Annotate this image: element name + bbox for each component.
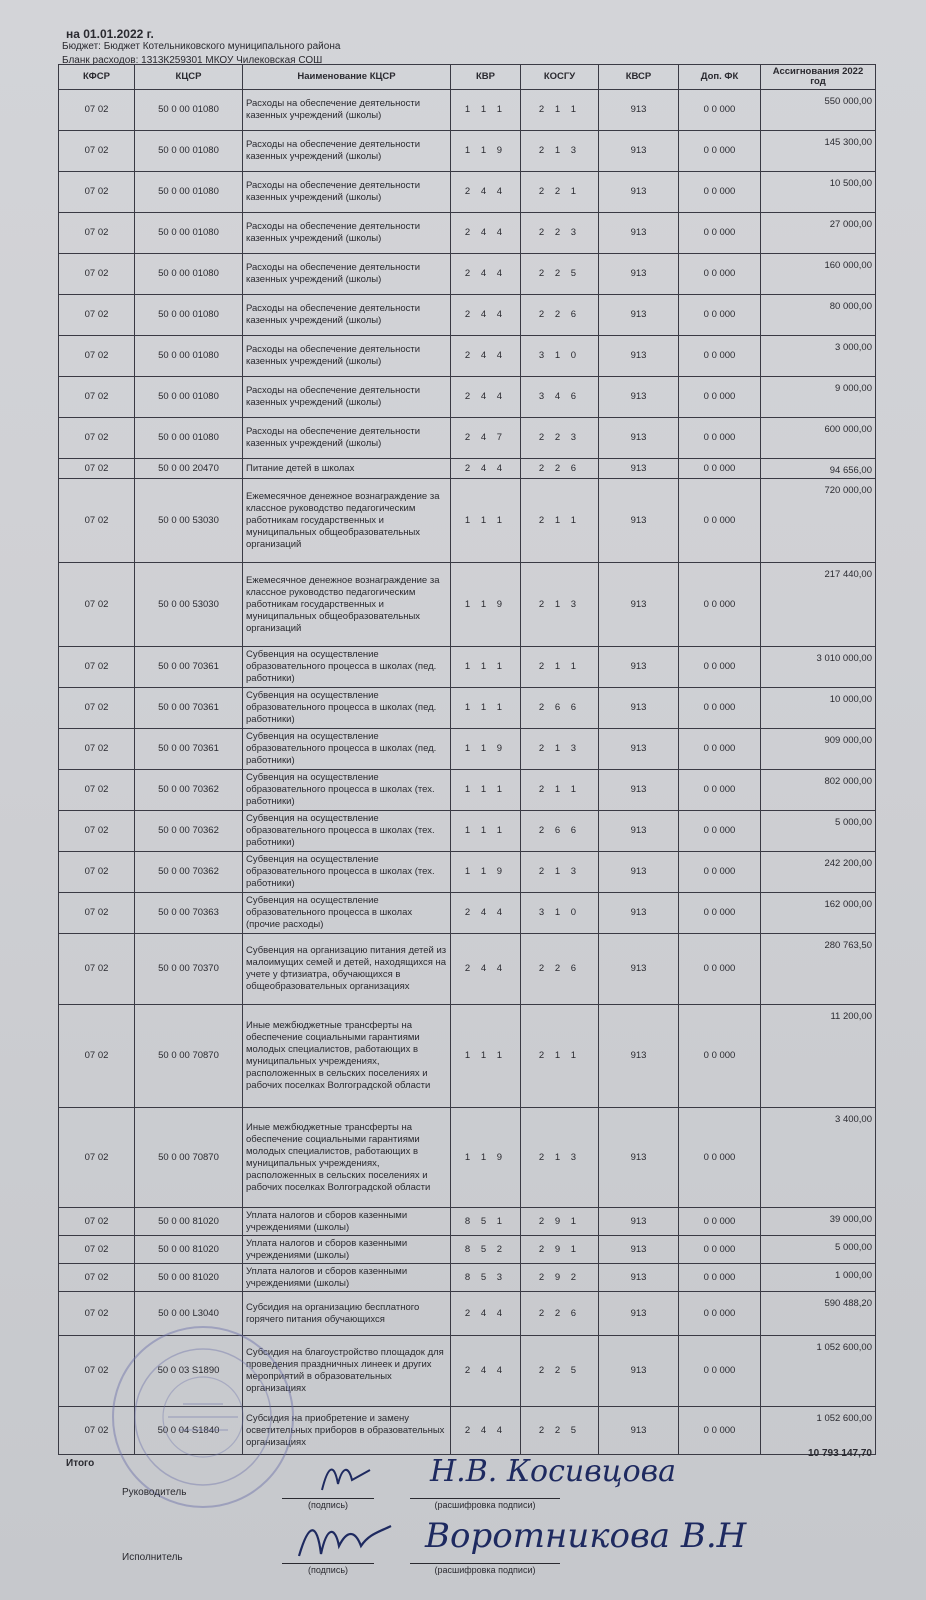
- kvsr-cell: 913: [599, 1108, 679, 1208]
- kcsr-cell: 50 0 00 01080: [135, 131, 243, 172]
- kcsr-name-cell: Расходы на обеспечение деятельности казенных учреждений (школы): [243, 295, 451, 336]
- table-row: [59, 479, 876, 563]
- kcsr-cell: 50 0 00 70362: [135, 770, 243, 811]
- kvsr-cell: 913: [599, 563, 679, 647]
- kosgu-cell: 2 2 5: [521, 1407, 599, 1455]
- kvr-cell: 2 4 4: [451, 254, 521, 295]
- official-seal: [108, 1322, 298, 1512]
- kvsr-cell: 913: [599, 131, 679, 172]
- amount-cell: 909 000,00: [761, 729, 876, 770]
- kcsr-name-cell: Субвенция на осуществление образовательного процесса в школах (тех. работники): [243, 852, 451, 893]
- amount-cell: 10 000,00: [761, 688, 876, 729]
- table-row: [59, 254, 876, 295]
- kvr-cell: 2 4 4: [451, 213, 521, 254]
- kosgu-cell: 2 1 3: [521, 852, 599, 893]
- kosgu-cell: 2 2 3: [521, 418, 599, 459]
- dop-fk-cell: 0 0 000: [679, 1005, 761, 1108]
- kcsr-cell: 50 0 03 S1890: [135, 1336, 243, 1407]
- kosgu-cell: 3 4 6: [521, 377, 599, 418]
- kcsr-cell: 50 0 00 81020: [135, 1236, 243, 1264]
- col-header-amount: Ассигнования 2022 год: [761, 65, 876, 90]
- kcsr-name-cell: Субсидия на благоустройство площадок для проведения праздничных линеек и других мероприятий в образовательных организациях: [243, 1336, 451, 1407]
- dop-fk-cell: 0 0 000: [679, 1336, 761, 1407]
- kosgu-cell: 3 1 0: [521, 893, 599, 934]
- table-row: [59, 172, 876, 213]
- kvsr-cell: 913: [599, 1208, 679, 1236]
- kcsr-cell: 50 0 00 70361: [135, 647, 243, 688]
- dop-fk-cell: 0 0 000: [679, 213, 761, 254]
- amount-cell: 1 052 600,00: [761, 1336, 876, 1407]
- kcsr-name-cell: Субвенция на осуществление образовательного процесса в школах (пед. работники): [243, 729, 451, 770]
- amount-cell: 3 400,00: [761, 1108, 876, 1208]
- table-header-row: [59, 65, 876, 90]
- kvsr-cell: 913: [599, 377, 679, 418]
- kfsr-cell: 07 02: [59, 934, 135, 1005]
- kvr-cell: 8 5 2: [451, 1236, 521, 1264]
- kcsr-cell: 50 0 00 53030: [135, 479, 243, 563]
- kfsr-cell: 07 02: [59, 770, 135, 811]
- table-row: [59, 770, 876, 811]
- kcsr-cell: 50 0 00 01080: [135, 377, 243, 418]
- dop-fk-cell: 0 0 000: [679, 770, 761, 811]
- kosgu-cell: 2 1 1: [521, 90, 599, 131]
- kosgu-cell: 2 1 3: [521, 1108, 599, 1208]
- amount-cell: 94 656,00: [761, 459, 876, 479]
- kosgu-cell: 2 9 2: [521, 1264, 599, 1292]
- dop-fk-cell: 0 0 000: [679, 1236, 761, 1264]
- amount-cell: 590 488,20: [761, 1292, 876, 1336]
- kcsr-cell: 50 0 00 70870: [135, 1108, 243, 1208]
- table-row: [59, 1208, 876, 1236]
- table-row: [59, 295, 876, 336]
- kvr-cell: 1 1 1: [451, 647, 521, 688]
- col-header-kvsr: КВСР: [599, 65, 679, 90]
- kvr-cell: 2 4 4: [451, 336, 521, 377]
- dop-fk-cell: 0 0 000: [679, 336, 761, 377]
- kcsr-name-cell: Уплата налогов и сборов казенными учреждениями (школы): [243, 1208, 451, 1236]
- executor-decode-caption: (расшифровка подписи): [434, 1565, 536, 1575]
- dop-fk-cell: 0 0 000: [679, 934, 761, 1005]
- col-header-dop-fk: Доп. ФК: [679, 65, 761, 90]
- kcsr-name-cell: Иные межбюджетные трансферты на обеспечение социальными гарантиями молодых специалистов, работающих в муниципальных учреждениях, расположенных в сельских поселениях и рабочих поселках Волгоградской области: [243, 1005, 451, 1108]
- kvsr-cell: 913: [599, 893, 679, 934]
- kcsr-cell: 50 0 00 L3040: [135, 1292, 243, 1336]
- kosgu-cell: 3 1 0: [521, 336, 599, 377]
- amount-cell: 217 440,00: [761, 563, 876, 647]
- col-header-kosgu: КОСГУ: [521, 65, 599, 90]
- kfsr-cell: 07 02: [59, 459, 135, 479]
- amount-cell: 11 200,00: [761, 1005, 876, 1108]
- head-sign-caption: (подпись): [307, 1500, 349, 1510]
- head-handwritten-name: Н.В. Косивцова: [430, 1454, 677, 1489]
- kfsr-cell: 07 02: [59, 1108, 135, 1208]
- kcsr-cell: 50 0 00 01080: [135, 90, 243, 131]
- kvsr-cell: 913: [599, 254, 679, 295]
- kfsr-cell: 07 02: [59, 1005, 135, 1108]
- kvsr-cell: 913: [599, 336, 679, 377]
- budget-line: Бюджет: Бюджет Котельниковского муниципального района: [62, 41, 341, 52]
- kcsr-cell: 50 0 00 53030: [135, 563, 243, 647]
- kvr-cell: 8 5 3: [451, 1264, 521, 1292]
- kcsr-name-cell: Субвенция на осуществление образовательного процесса в школах (пед. работники): [243, 688, 451, 729]
- kvr-cell: 1 1 9: [451, 563, 521, 647]
- kfsr-cell: 07 02: [59, 1208, 135, 1236]
- total-label: Итого: [66, 1458, 95, 1469]
- kcsr-name-cell: Иные межбюджетные трансферты на обеспечение социальными гарантиями молодых специалистов, работающих в муниципальных учреждениях, расположенных в сельских поселениях и рабочих поселках Волгоградской области: [243, 1108, 451, 1208]
- kvr-cell: 1 1 1: [451, 479, 521, 563]
- dop-fk-cell: 0 0 000: [679, 1407, 761, 1455]
- kfsr-cell: 07 02: [59, 418, 135, 459]
- kvr-cell: 1 1 1: [451, 1005, 521, 1108]
- kvr-cell: 1 1 1: [451, 770, 521, 811]
- kfsr-cell: 07 02: [59, 336, 135, 377]
- dop-fk-cell: 0 0 000: [679, 172, 761, 213]
- executor-handwritten-name: Воротникова В.Н: [425, 1516, 747, 1556]
- table-row: [59, 90, 876, 131]
- kfsr-cell: 07 02: [59, 1407, 135, 1455]
- col-header-kvr: КВР: [451, 65, 521, 90]
- table-row: [59, 336, 876, 377]
- dop-fk-cell: 0 0 000: [679, 131, 761, 172]
- table-row: [59, 647, 876, 688]
- table-row: [59, 811, 876, 852]
- kcsr-cell: 50 0 00 01080: [135, 172, 243, 213]
- kvr-cell: 1 1 1: [451, 688, 521, 729]
- head-decode-caption: (расшифровка подписи): [434, 1500, 536, 1510]
- head-signature: [318, 1456, 378, 1496]
- kcsr-name-cell: Питание детей в школах: [243, 459, 451, 479]
- kvsr-cell: 913: [599, 852, 679, 893]
- kvsr-cell: 913: [599, 934, 679, 1005]
- table-row: [59, 688, 876, 729]
- amount-cell: 1 000,00: [761, 1264, 876, 1292]
- table-row: [59, 377, 876, 418]
- kcsr-name-cell: Расходы на обеспечение деятельности казенных учреждений (школы): [243, 172, 451, 213]
- table-row: [59, 1264, 876, 1292]
- kcsr-cell: 50 0 04 S1840: [135, 1407, 243, 1455]
- kosgu-cell: 2 9 1: [521, 1208, 599, 1236]
- dop-fk-cell: 0 0 000: [679, 418, 761, 459]
- amount-cell: 242 200,00: [761, 852, 876, 893]
- kcsr-name-cell: Ежемесячное денежное вознаграждение за классное руководство педагогическим работникам государственных и муниципальных общеобразовательных организаций: [243, 563, 451, 647]
- amount-cell: 160 000,00: [761, 254, 876, 295]
- dop-fk-cell: 0 0 000: [679, 563, 761, 647]
- kfsr-cell: 07 02: [59, 131, 135, 172]
- kosgu-cell: 2 1 1: [521, 479, 599, 563]
- kvr-cell: 2 4 4: [451, 1336, 521, 1407]
- kvsr-cell: 913: [599, 172, 679, 213]
- kvsr-cell: 913: [599, 418, 679, 459]
- kvr-cell: 1 1 9: [451, 1108, 521, 1208]
- kosgu-cell: 2 1 3: [521, 729, 599, 770]
- kvr-cell: 1 1 9: [451, 852, 521, 893]
- kosgu-cell: 2 1 1: [521, 1005, 599, 1108]
- kcsr-cell: 50 0 00 70370: [135, 934, 243, 1005]
- kvsr-cell: 913: [599, 295, 679, 336]
- kvsr-cell: 913: [599, 1336, 679, 1407]
- kcsr-name-cell: Ежемесячное денежное вознаграждение за классное руководство педагогическим работникам государственных и муниципальных общеобразовательных организаций: [243, 479, 451, 563]
- amount-cell: 1 052 600,00: [761, 1407, 876, 1455]
- kosgu-cell: 2 6 6: [521, 688, 599, 729]
- kcsr-cell: 50 0 00 70362: [135, 852, 243, 893]
- kvsr-cell: 913: [599, 811, 679, 852]
- kosgu-cell: 2 2 6: [521, 459, 599, 479]
- kvsr-cell: 913: [599, 479, 679, 563]
- kosgu-cell: 2 9 1: [521, 1236, 599, 1264]
- dop-fk-cell: 0 0 000: [679, 295, 761, 336]
- table-row: [59, 1108, 876, 1208]
- kcsr-name-cell: Расходы на обеспечение деятельности казенных учреждений (школы): [243, 131, 451, 172]
- kcsr-name-cell: Субвенция на осуществление образовательного процесса в школах (пед. работники): [243, 647, 451, 688]
- table-row: [59, 893, 876, 934]
- amount-cell: 280 763,50: [761, 934, 876, 1005]
- kfsr-cell: 07 02: [59, 1292, 135, 1336]
- table-row: [59, 131, 876, 172]
- col-header-kfsr: КФСР: [59, 65, 135, 90]
- table-row: [59, 459, 876, 479]
- kosgu-cell: 2 1 1: [521, 770, 599, 811]
- kcsr-name-cell: Расходы на обеспечение деятельности казенных учреждений (школы): [243, 90, 451, 131]
- kvr-cell: 2 4 4: [451, 377, 521, 418]
- table-row: [59, 418, 876, 459]
- amount-cell: 27 000,00: [761, 213, 876, 254]
- amount-cell: 720 000,00: [761, 479, 876, 563]
- kfsr-cell: 07 02: [59, 1264, 135, 1292]
- kcsr-name-cell: Расходы на обеспечение деятельности казенных учреждений (школы): [243, 418, 451, 459]
- amount-cell: 39 000,00: [761, 1208, 876, 1236]
- kvr-cell: 1 1 1: [451, 90, 521, 131]
- kvsr-cell: 913: [599, 647, 679, 688]
- dop-fk-cell: 0 0 000: [679, 1208, 761, 1236]
- kcsr-cell: 50 0 00 70362: [135, 811, 243, 852]
- kvr-cell: 1 1 1: [451, 811, 521, 852]
- expense-blank-line: Бланк расходов: 1313К259301 МКОУ Чилековская СОШ: [62, 55, 323, 66]
- kcsr-cell: 50 0 00 70870: [135, 1005, 243, 1108]
- kvsr-cell: 913: [599, 459, 679, 479]
- kvr-cell: 2 4 4: [451, 172, 521, 213]
- kcsr-name-cell: Субсидия на организацию бесплатного горячего питания обучающихся: [243, 1292, 451, 1336]
- kfsr-cell: 07 02: [59, 1336, 135, 1407]
- dop-fk-cell: 0 0 000: [679, 852, 761, 893]
- kfsr-cell: 07 02: [59, 295, 135, 336]
- kcsr-cell: 50 0 00 01080: [135, 295, 243, 336]
- col-header-name: Наименование КЦСР: [243, 65, 451, 90]
- appropriations-table: [58, 64, 876, 1455]
- kosgu-cell: 2 1 3: [521, 131, 599, 172]
- kcsr-cell: 50 0 00 01080: [135, 336, 243, 377]
- kvr-cell: 1 1 9: [451, 729, 521, 770]
- kvsr-cell: 913: [599, 1236, 679, 1264]
- amount-cell: 10 500,00: [761, 172, 876, 213]
- kvr-cell: 2 4 4: [451, 1292, 521, 1336]
- col-header-kcsr: КЦСР: [135, 65, 243, 90]
- dop-fk-cell: 0 0 000: [679, 254, 761, 295]
- kvr-cell: 8 5 1: [451, 1208, 521, 1236]
- kosgu-cell: 2 2 6: [521, 295, 599, 336]
- kvsr-cell: 913: [599, 1292, 679, 1336]
- kfsr-cell: 07 02: [59, 213, 135, 254]
- kfsr-cell: 07 02: [59, 172, 135, 213]
- kcsr-cell: 50 0 00 70361: [135, 729, 243, 770]
- amount-cell: 600 000,00: [761, 418, 876, 459]
- amount-cell: 80 000,00: [761, 295, 876, 336]
- amount-cell: 162 000,00: [761, 893, 876, 934]
- report-date: на 01.01.2022 г.: [66, 27, 154, 41]
- dop-fk-cell: 0 0 000: [679, 90, 761, 131]
- table-row: [59, 852, 876, 893]
- dop-fk-cell: 0 0 000: [679, 377, 761, 418]
- amount-cell: 9 000,00: [761, 377, 876, 418]
- kosgu-cell: 2 6 6: [521, 811, 599, 852]
- kvr-cell: 2 4 4: [451, 893, 521, 934]
- kvsr-cell: 913: [599, 1005, 679, 1108]
- kvr-cell: 1 1 9: [451, 131, 521, 172]
- kfsr-cell: 07 02: [59, 90, 135, 131]
- table-row: [59, 213, 876, 254]
- kosgu-cell: 2 2 5: [521, 1336, 599, 1407]
- amount-cell: 5 000,00: [761, 811, 876, 852]
- kosgu-cell: 2 2 6: [521, 1292, 599, 1336]
- kfsr-cell: 07 02: [59, 729, 135, 770]
- dop-fk-cell: 0 0 000: [679, 647, 761, 688]
- kvsr-cell: 913: [599, 770, 679, 811]
- kcsr-name-cell: Уплата налогов и сборов казенными учреждениями (школы): [243, 1264, 451, 1292]
- kvsr-cell: 913: [599, 1264, 679, 1292]
- executor-sign-caption: (подпись): [307, 1565, 349, 1575]
- table-row: [59, 934, 876, 1005]
- kfsr-cell: 07 02: [59, 811, 135, 852]
- dop-fk-cell: 0 0 000: [679, 811, 761, 852]
- executor-label: Исполнитель: [122, 1552, 183, 1563]
- kcsr-cell: 50 0 00 81020: [135, 1264, 243, 1292]
- dop-fk-cell: 0 0 000: [679, 893, 761, 934]
- dop-fk-cell: 0 0 000: [679, 688, 761, 729]
- kcsr-cell: 50 0 00 81020: [135, 1208, 243, 1236]
- table-row: [59, 563, 876, 647]
- kcsr-name-cell: Субвенция на организацию питания детей из малоимущих семей и детей, находящихся на учете у фтизиатра, обучающихся в общеобразовательных организациях: [243, 934, 451, 1005]
- kosgu-cell: 2 2 1: [521, 172, 599, 213]
- kcsr-name-cell: Субвенция на осуществление образовательного процесса в школах (тех. работники): [243, 811, 451, 852]
- kcsr-name-cell: Расходы на обеспечение деятельности казенных учреждений (школы): [243, 213, 451, 254]
- kcsr-cell: 50 0 00 01080: [135, 254, 243, 295]
- dop-fk-cell: 0 0 000: [679, 459, 761, 479]
- kcsr-cell: 50 0 00 20470: [135, 459, 243, 479]
- amount-cell: 3 010 000,00: [761, 647, 876, 688]
- kfsr-cell: 07 02: [59, 479, 135, 563]
- kvsr-cell: 913: [599, 213, 679, 254]
- table-row: [59, 1236, 876, 1264]
- kvsr-cell: 913: [599, 1407, 679, 1455]
- table-row: [59, 729, 876, 770]
- amount-cell: 550 000,00: [761, 90, 876, 131]
- table-row: [59, 1005, 876, 1108]
- kvr-cell: 2 4 4: [451, 1407, 521, 1455]
- amount-cell: 5 000,00: [761, 1236, 876, 1264]
- kosgu-cell: 2 2 3: [521, 213, 599, 254]
- dop-fk-cell: 0 0 000: [679, 1264, 761, 1292]
- kfsr-cell: 07 02: [59, 893, 135, 934]
- kvr-cell: 2 4 4: [451, 459, 521, 479]
- kcsr-name-cell: Расходы на обеспечение деятельности казенных учреждений (школы): [243, 377, 451, 418]
- kcsr-name-cell: Расходы на обеспечение деятельности казенных учреждений (школы): [243, 336, 451, 377]
- kfsr-cell: 07 02: [59, 1236, 135, 1264]
- kcsr-name-cell: Уплата налогов и сборов казенными учреждениями (школы): [243, 1236, 451, 1264]
- kfsr-cell: 07 02: [59, 254, 135, 295]
- kvr-cell: 2 4 7: [451, 418, 521, 459]
- amount-cell: 145 300,00: [761, 131, 876, 172]
- kcsr-name-cell: Расходы на обеспечение деятельности казенных учреждений (школы): [243, 254, 451, 295]
- kcsr-name-cell: Субвенция на осуществление образовательного процесса в школах (тех. работники): [243, 770, 451, 811]
- amount-cell: 802 000,00: [761, 770, 876, 811]
- kosgu-cell: 2 2 6: [521, 934, 599, 1005]
- kcsr-cell: 50 0 00 70361: [135, 688, 243, 729]
- kcsr-cell: 50 0 00 01080: [135, 418, 243, 459]
- kosgu-cell: 2 1 3: [521, 563, 599, 647]
- amount-cell: 3 000,00: [761, 336, 876, 377]
- kfsr-cell: 07 02: [59, 647, 135, 688]
- dop-fk-cell: 0 0 000: [679, 1108, 761, 1208]
- kcsr-name-cell: Субсидия на приобретение и замену осветительных приборов в образовательных организациях: [243, 1407, 451, 1455]
- kvsr-cell: 913: [599, 90, 679, 131]
- dop-fk-cell: 0 0 000: [679, 1292, 761, 1336]
- total-value: 10 793 147,70: [808, 1448, 872, 1459]
- kvr-cell: 2 4 4: [451, 934, 521, 1005]
- kfsr-cell: 07 02: [59, 563, 135, 647]
- kcsr-cell: 50 0 00 70363: [135, 893, 243, 934]
- kfsr-cell: 07 02: [59, 852, 135, 893]
- kcsr-cell: 50 0 00 01080: [135, 213, 243, 254]
- executor-signature: [295, 1516, 395, 1564]
- kfsr-cell: 07 02: [59, 377, 135, 418]
- kcsr-name-cell: Субвенция на осуществление образовательного процесса в школах (прочие расходы): [243, 893, 451, 934]
- kosgu-cell: 2 2 5: [521, 254, 599, 295]
- kvsr-cell: 913: [599, 688, 679, 729]
- kvr-cell: 2 4 4: [451, 295, 521, 336]
- dop-fk-cell: 0 0 000: [679, 479, 761, 563]
- kvsr-cell: 913: [599, 729, 679, 770]
- dop-fk-cell: 0 0 000: [679, 729, 761, 770]
- head-label: Руководитель: [122, 1487, 187, 1498]
- kosgu-cell: 2 1 1: [521, 647, 599, 688]
- kfsr-cell: 07 02: [59, 688, 135, 729]
